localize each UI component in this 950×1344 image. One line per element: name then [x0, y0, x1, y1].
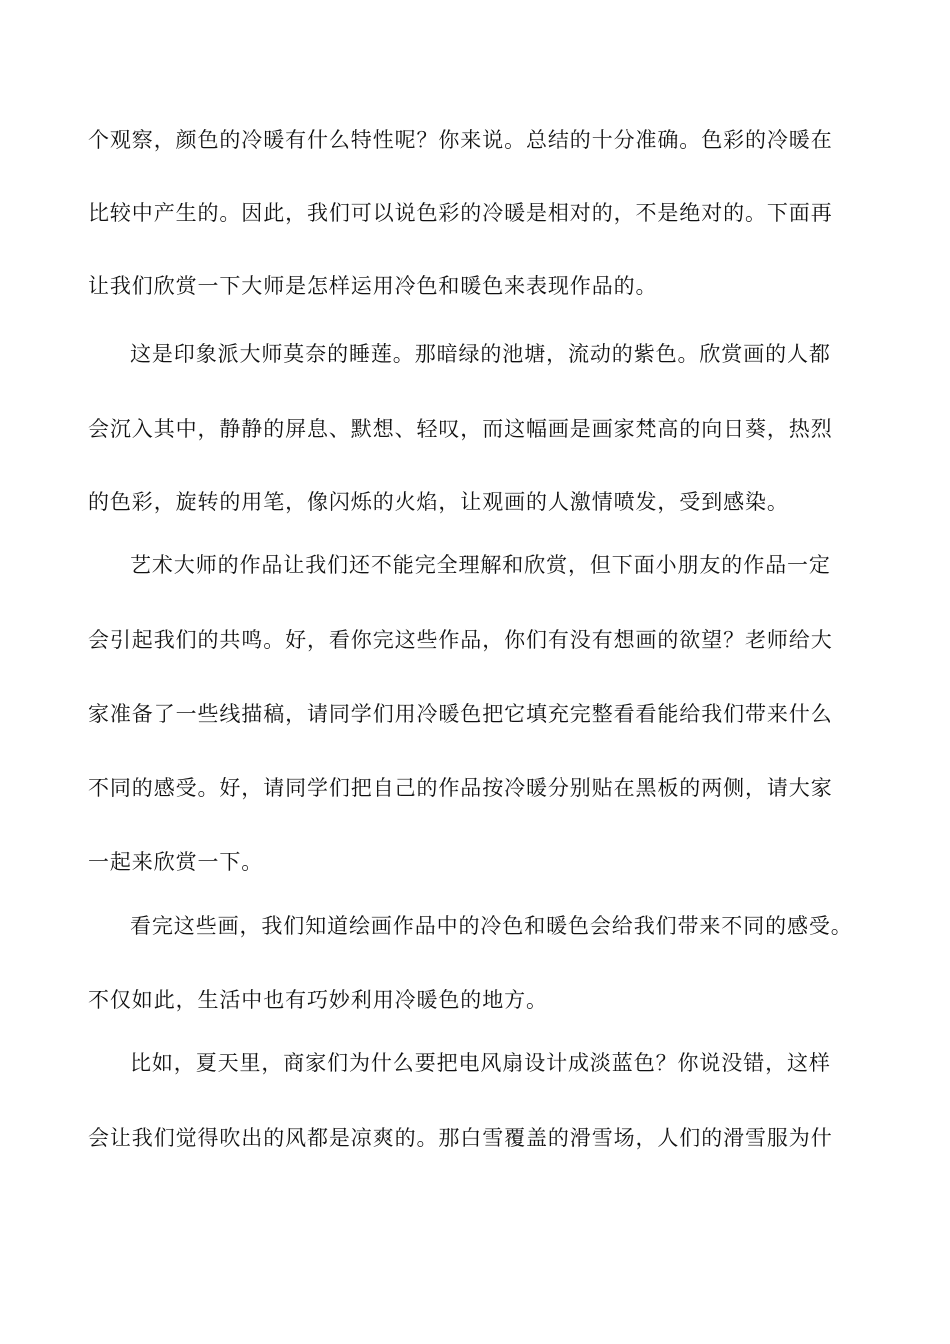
paragraph-line: 艺术大师的作品让我们还不能完全理解和欣赏，但下面小朋友的作品一定 [130, 553, 831, 577]
paragraph-line: 不仅如此，生活中也有巧妙利用冷暖色的地方。 [88, 988, 548, 1012]
paragraph-line: 的色彩，旋转的用笔，像闪烁的火焰，让观画的人激情喷发，受到感染。 [88, 490, 789, 514]
paragraph-line: 比较中产生的。因此，我们可以说色彩的冷暖是相对的，不是绝对的。下面再 [88, 201, 833, 225]
paragraph-line: 看完这些画，我们知道绘画作品中的冷色和暖色会给我们带来不同的感受。 [130, 914, 853, 938]
paragraph-line: 一起来欣赏一下。 [88, 850, 264, 874]
paragraph-line: 比如，夏天里，商家们为什么要把电风扇设计成淡蓝色？你说没错，这样 [130, 1051, 831, 1075]
paragraph-line: 会引起我们的共鸣。好，看你完这些作品，你们有没有想画的欲望？老师给大 [88, 628, 833, 652]
paragraph-line: 会让我们觉得吹出的风都是凉爽的。那白雪覆盖的滑雪场，人们的滑雪服为什 [88, 1126, 833, 1150]
paragraph-line: 家准备了一些线描稿，请同学们用冷暖色把它填充完整看看能给我们带来什么 [88, 702, 833, 726]
paragraph-line: 这是印象派大师莫奈的睡莲。那暗绿的池塘，流动的紫色。欣赏画的人都 [130, 342, 831, 366]
paragraph-line: 会沉入其中，静静的屏息、默想、轻叹，而这幅画是画家梵高的向日葵，热烈 [88, 417, 833, 441]
paragraph-line: 让我们欣赏一下大师是怎样运用冷色和暖色来表现作品的。 [88, 274, 658, 298]
paragraph-line: 不同的感受。好，请同学们把自己的作品按冷暖分别贴在黑板的两侧，请大家 [88, 776, 833, 800]
paragraph-line: 个观察，颜色的冷暖有什么特性呢？你来说。总结的十分准确。色彩的冷暖在 [88, 128, 833, 152]
